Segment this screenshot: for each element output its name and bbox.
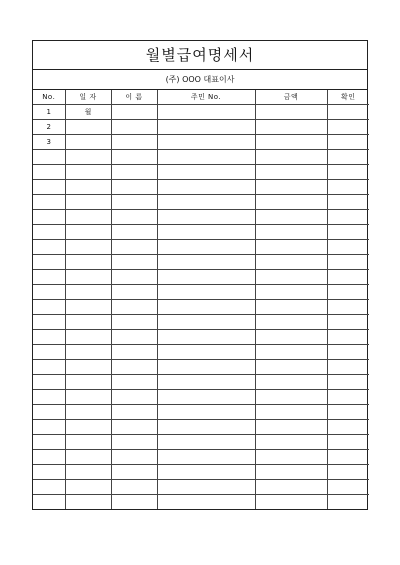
- table-row: [33, 315, 369, 330]
- cell-name: [111, 150, 157, 165]
- cell-amount: [255, 435, 327, 450]
- cell-name: [111, 225, 157, 240]
- cell-amount: [255, 240, 327, 255]
- cell-resident-no: [157, 105, 255, 120]
- cell-resident-no: [157, 330, 255, 345]
- table-row: [33, 480, 369, 495]
- cell-confirm: [327, 450, 369, 465]
- cell-name: [111, 420, 157, 435]
- cell-date: [65, 345, 111, 360]
- cell-no: 3: [33, 135, 65, 150]
- cell-no: [33, 465, 65, 480]
- table-row: [33, 120, 369, 135]
- cell-amount: [255, 375, 327, 390]
- header-confirm: 확인: [327, 90, 369, 105]
- cell-resident-no: [157, 255, 255, 270]
- cell-resident-no: [157, 465, 255, 480]
- cell-name: [111, 315, 157, 330]
- header-amount: 금액: [255, 90, 327, 105]
- cell-resident-no: [157, 450, 255, 465]
- cell-resident-no: [157, 135, 255, 150]
- cell-date: [65, 495, 111, 510]
- cell-date: [65, 360, 111, 375]
- cell-date: [65, 300, 111, 315]
- table-row: [33, 405, 369, 420]
- cell-name: [111, 345, 157, 360]
- cell-date: [65, 450, 111, 465]
- table-row: [33, 105, 369, 120]
- cell-date: [65, 255, 111, 270]
- cell-date: [65, 375, 111, 390]
- cell-resident-no: [157, 300, 255, 315]
- header-name: 이 름: [111, 90, 157, 105]
- cell-date: [65, 435, 111, 450]
- cell-no: 1: [33, 105, 65, 120]
- pay-statement-table: [33, 90, 369, 509]
- cell-confirm: [327, 315, 369, 330]
- cell-date: [65, 315, 111, 330]
- cell-amount: [255, 495, 327, 510]
- cell-amount: [255, 255, 327, 270]
- cell-resident-no: [157, 195, 255, 210]
- cell-date: [65, 120, 111, 135]
- cell-date: [65, 165, 111, 180]
- cell-confirm: [327, 180, 369, 195]
- cell-no: [33, 255, 65, 270]
- cell-amount: [255, 345, 327, 360]
- cell-no: [33, 435, 65, 450]
- cell-no: [33, 420, 65, 435]
- cell-name: [111, 165, 157, 180]
- cell-resident-no: [157, 180, 255, 195]
- header-no: No.: [33, 90, 65, 105]
- header-resident-no: 주민 No.: [157, 90, 255, 105]
- cell-confirm: [327, 375, 369, 390]
- cell-date: [65, 330, 111, 345]
- cell-confirm: [327, 285, 369, 300]
- cell-name: [111, 405, 157, 420]
- cell-amount: [255, 165, 327, 180]
- table-body: [33, 105, 369, 510]
- cell-amount: [255, 300, 327, 315]
- cell-date: [65, 135, 111, 150]
- cell-date: [65, 465, 111, 480]
- cell-confirm: [327, 120, 369, 135]
- cell-name: [111, 495, 157, 510]
- cell-name: [111, 120, 157, 135]
- table-row: [33, 255, 369, 270]
- cell-no: [33, 270, 65, 285]
- cell-name: [111, 255, 157, 270]
- cell-amount: [255, 180, 327, 195]
- cell-amount: [255, 195, 327, 210]
- cell-date: [65, 390, 111, 405]
- table-row: [33, 360, 369, 375]
- table-row: [33, 435, 369, 450]
- table-row: [33, 165, 369, 180]
- cell-amount: [255, 135, 327, 150]
- cell-no: [33, 165, 65, 180]
- cell-no: 2: [33, 120, 65, 135]
- cell-confirm: [327, 345, 369, 360]
- cell-name: [111, 270, 157, 285]
- cell-confirm: [327, 165, 369, 180]
- cell-amount: [255, 465, 327, 480]
- table-row: [33, 180, 369, 195]
- cell-date: 월: [65, 105, 111, 120]
- cell-date: [65, 240, 111, 255]
- cell-date: [65, 150, 111, 165]
- company-representative-line: (주) OOO 대표이사: [33, 70, 367, 90]
- cell-date: [65, 480, 111, 495]
- cell-name: [111, 210, 157, 225]
- cell-name: [111, 450, 157, 465]
- table-row: [33, 210, 369, 225]
- cell-date: [65, 180, 111, 195]
- cell-no: [33, 210, 65, 225]
- cell-no: [33, 345, 65, 360]
- table-row: [33, 495, 369, 510]
- pay-statement-form: [32, 40, 368, 510]
- cell-no: [33, 330, 65, 345]
- cell-resident-no: [157, 495, 255, 510]
- table-row: [33, 345, 369, 360]
- cell-amount: [255, 225, 327, 240]
- cell-confirm: [327, 360, 369, 375]
- table-row: [33, 285, 369, 300]
- cell-confirm: [327, 480, 369, 495]
- cell-no: [33, 315, 65, 330]
- cell-confirm: [327, 465, 369, 480]
- cell-no: [33, 360, 65, 375]
- cell-amount: [255, 150, 327, 165]
- cell-resident-no: [157, 165, 255, 180]
- cell-confirm: [327, 390, 369, 405]
- cell-resident-no: [157, 285, 255, 300]
- cell-amount: [255, 270, 327, 285]
- table-header-row: [33, 90, 369, 105]
- cell-confirm: [327, 105, 369, 120]
- cell-no: [33, 180, 65, 195]
- cell-amount: [255, 210, 327, 225]
- cell-no: [33, 390, 65, 405]
- cell-amount: [255, 330, 327, 345]
- cell-name: [111, 465, 157, 480]
- cell-resident-no: [157, 375, 255, 390]
- cell-no: [33, 300, 65, 315]
- cell-name: [111, 480, 157, 495]
- cell-date: [65, 285, 111, 300]
- cell-date: [65, 270, 111, 285]
- cell-amount: [255, 450, 327, 465]
- cell-amount: [255, 360, 327, 375]
- cell-resident-no: [157, 225, 255, 240]
- cell-confirm: [327, 405, 369, 420]
- table-row: [33, 270, 369, 285]
- table-row: [33, 300, 369, 315]
- cell-amount: [255, 285, 327, 300]
- cell-confirm: [327, 435, 369, 450]
- table-row: [33, 465, 369, 480]
- cell-name: [111, 330, 157, 345]
- cell-name: [111, 375, 157, 390]
- cell-amount: [255, 105, 327, 120]
- cell-date: [65, 405, 111, 420]
- cell-confirm: [327, 210, 369, 225]
- cell-no: [33, 195, 65, 210]
- header-date: 일 자: [65, 90, 111, 105]
- table-row: [33, 420, 369, 435]
- cell-confirm: [327, 225, 369, 240]
- cell-no: [33, 450, 65, 465]
- cell-confirm: [327, 300, 369, 315]
- cell-amount: [255, 405, 327, 420]
- table-row: [33, 375, 369, 390]
- cell-resident-no: [157, 315, 255, 330]
- cell-name: [111, 135, 157, 150]
- cell-amount: [255, 390, 327, 405]
- cell-confirm: [327, 330, 369, 345]
- cell-amount: [255, 480, 327, 495]
- cell-name: [111, 390, 157, 405]
- document-title: 월별급여명세서: [33, 41, 367, 70]
- cell-resident-no: [157, 420, 255, 435]
- cell-confirm: [327, 270, 369, 285]
- cell-name: [111, 180, 157, 195]
- table-row: [33, 330, 369, 345]
- cell-resident-no: [157, 210, 255, 225]
- table-row: [33, 450, 369, 465]
- cell-no: [33, 150, 65, 165]
- cell-no: [33, 405, 65, 420]
- cell-date: [65, 225, 111, 240]
- cell-resident-no: [157, 120, 255, 135]
- table-row: [33, 150, 369, 165]
- cell-confirm: [327, 135, 369, 150]
- cell-no: [33, 495, 65, 510]
- cell-date: [65, 210, 111, 225]
- cell-amount: [255, 120, 327, 135]
- cell-resident-no: [157, 270, 255, 285]
- cell-no: [33, 285, 65, 300]
- cell-no: [33, 225, 65, 240]
- cell-confirm: [327, 240, 369, 255]
- cell-name: [111, 240, 157, 255]
- cell-resident-no: [157, 360, 255, 375]
- table-row: [33, 135, 369, 150]
- cell-name: [111, 285, 157, 300]
- table-row: [33, 195, 369, 210]
- cell-name: [111, 360, 157, 375]
- cell-confirm: [327, 255, 369, 270]
- cell-confirm: [327, 495, 369, 510]
- cell-resident-no: [157, 390, 255, 405]
- cell-name: [111, 105, 157, 120]
- cell-resident-no: [157, 150, 255, 165]
- table-row: [33, 225, 369, 240]
- cell-date: [65, 195, 111, 210]
- cell-no: [33, 480, 65, 495]
- cell-amount: [255, 420, 327, 435]
- table-row: [33, 240, 369, 255]
- cell-name: [111, 300, 157, 315]
- cell-name: [111, 195, 157, 210]
- cell-date: [65, 420, 111, 435]
- cell-amount: [255, 315, 327, 330]
- cell-confirm: [327, 150, 369, 165]
- cell-resident-no: [157, 435, 255, 450]
- cell-confirm: [327, 195, 369, 210]
- cell-resident-no: [157, 240, 255, 255]
- cell-confirm: [327, 420, 369, 435]
- cell-no: [33, 240, 65, 255]
- cell-resident-no: [157, 480, 255, 495]
- cell-resident-no: [157, 405, 255, 420]
- table-row: [33, 390, 369, 405]
- cell-no: [33, 375, 65, 390]
- cell-name: [111, 435, 157, 450]
- cell-resident-no: [157, 345, 255, 360]
